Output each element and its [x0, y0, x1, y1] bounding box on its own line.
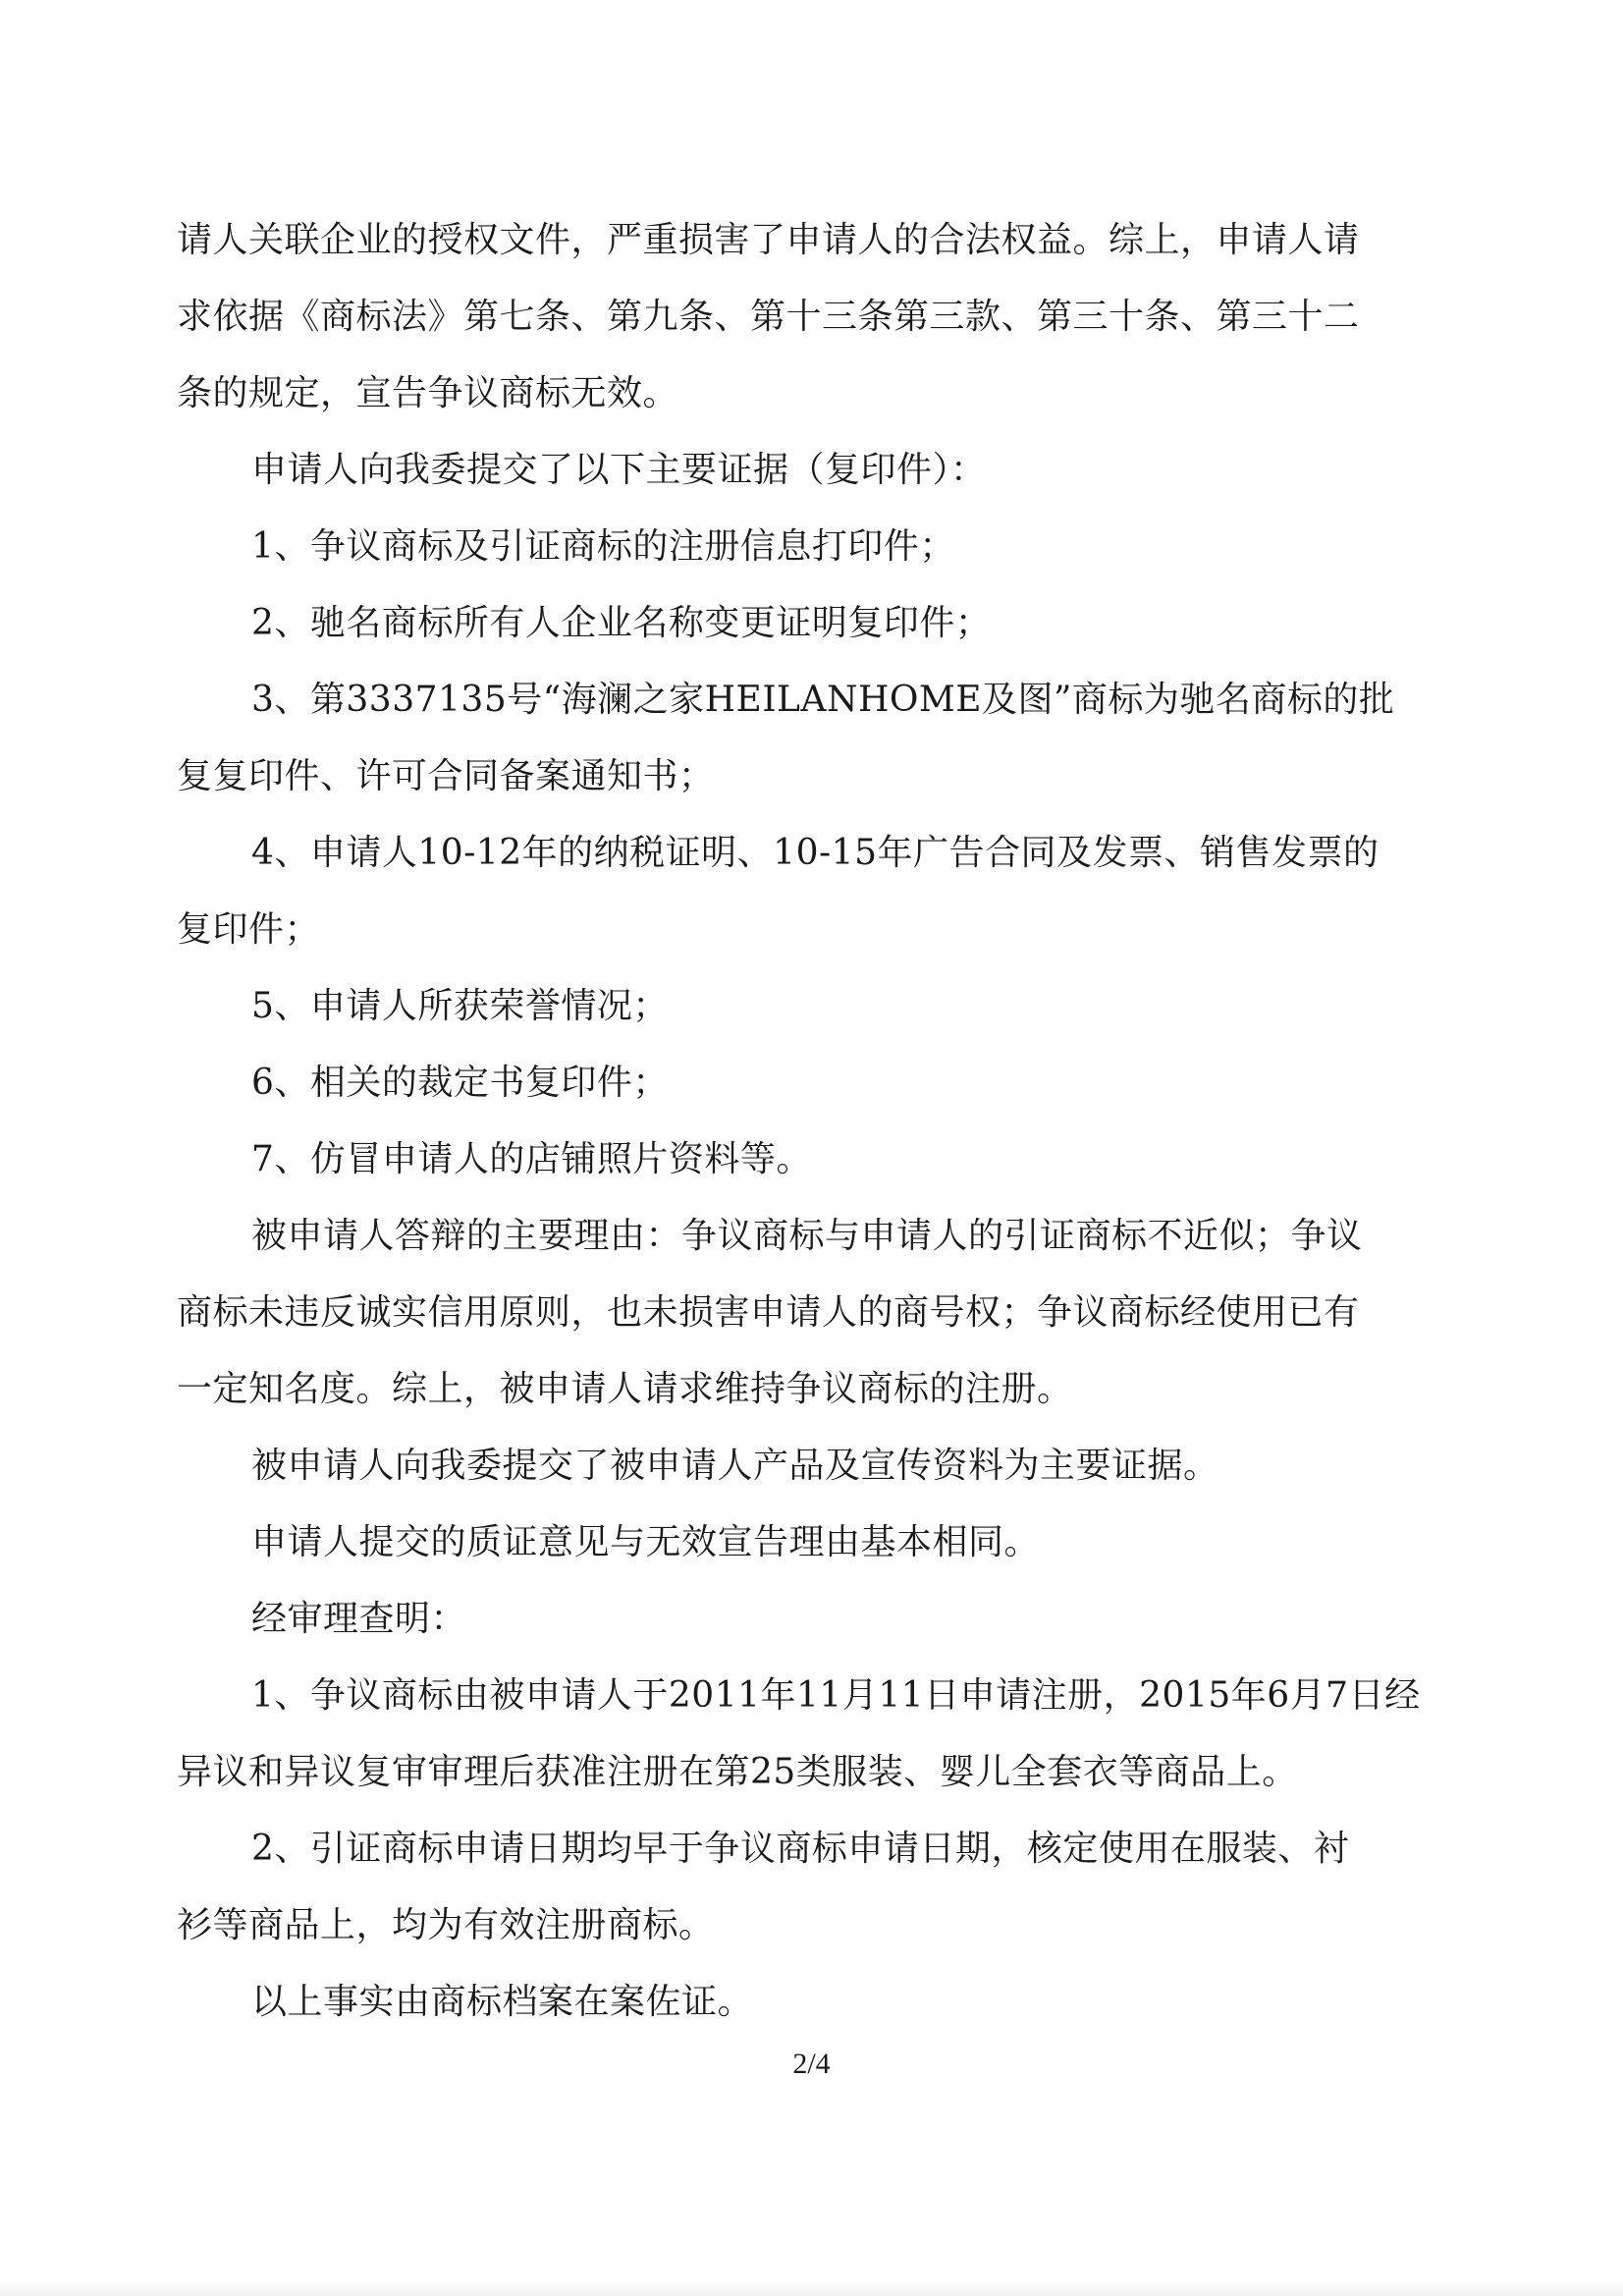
- scan-edge: [0, 2283, 1623, 2296]
- document-body: [177, 202, 1453, 2041]
- finding-item: 1、争议商标由被申请人于2011年11月11日申请注册，2015年6月7日经: [251, 1675, 1421, 1716]
- text-line: 被申请人答辩的主要理由：争议商标与申请人的引证商标不近似；争议: [251, 1216, 1363, 1256]
- finding-item: 2、引证商标申请日期均早于争议商标申请日期，核定使用在服装、衬: [251, 1829, 1350, 1869]
- text-line: 条的规定，宣告争议商标无效。: [177, 373, 679, 413]
- text-line: 以上事实由商标档案在案佐证。: [251, 1982, 754, 2022]
- text-line: 被申请人向我委提交了被申请人产品及宣传资料为主要证据。: [251, 1446, 1219, 1486]
- text-line: 申请人提交的质证意见与无效宣告理由基本相同。: [251, 1522, 1041, 1562]
- evidence-item: 3、第3337135号“海澜之家HEILANHOME及图”商标为驰名商标的批: [251, 680, 1395, 720]
- evidence-item: 4、申请人10-12年的纳税证明、10-15年广告合同及发票、销售发票的: [251, 833, 1380, 873]
- text-line: 申请人向我委提交了以下主要证据（复印件）：: [251, 450, 987, 490]
- page-number: 2/4: [792, 2048, 831, 2080]
- text-line: 复印件；: [177, 909, 321, 950]
- text-line: 求依据《商标法》第七条、第九条、第十三条第三款、第三十条、第三十二: [177, 297, 1360, 337]
- evidence-item: 7、仿冒申请人的店铺照片资料等。: [251, 1139, 812, 1179]
- evidence-item: 6、相关的裁定书复印件；: [251, 1063, 669, 1103]
- text-line: 衫等商品上，均为有效注册商标。: [177, 1905, 715, 1945]
- evidence-item: 5、申请人所获荣誉情况；: [251, 986, 669, 1026]
- text-line: 复复印件、许可合同备案通知书；: [177, 756, 715, 796]
- evidence-item: 1、争议商标及引证商标的注册信息打印件；: [251, 526, 955, 567]
- text-line: 一定知名度。综上，被申请人请求维持争议商标的注册。: [177, 1369, 1073, 1409]
- text-line: 异议和异议复审审理后获准注册在第25类服装、婴儿全套衣等商品上。: [177, 1752, 1298, 1792]
- evidence-item: 2、驰名商标所有人企业名称变更证明复印件；: [251, 603, 992, 643]
- text-line: 请人关联企业的授权文件，严重损害了申请人的合法权益。综上，申请人请: [177, 220, 1360, 260]
- text-line: 经审理查明：: [251, 1599, 467, 1639]
- text-line: 商标未违反诚实信用原则，也未损害申请人的商号权；争议商标经使用已有: [177, 1292, 1360, 1333]
